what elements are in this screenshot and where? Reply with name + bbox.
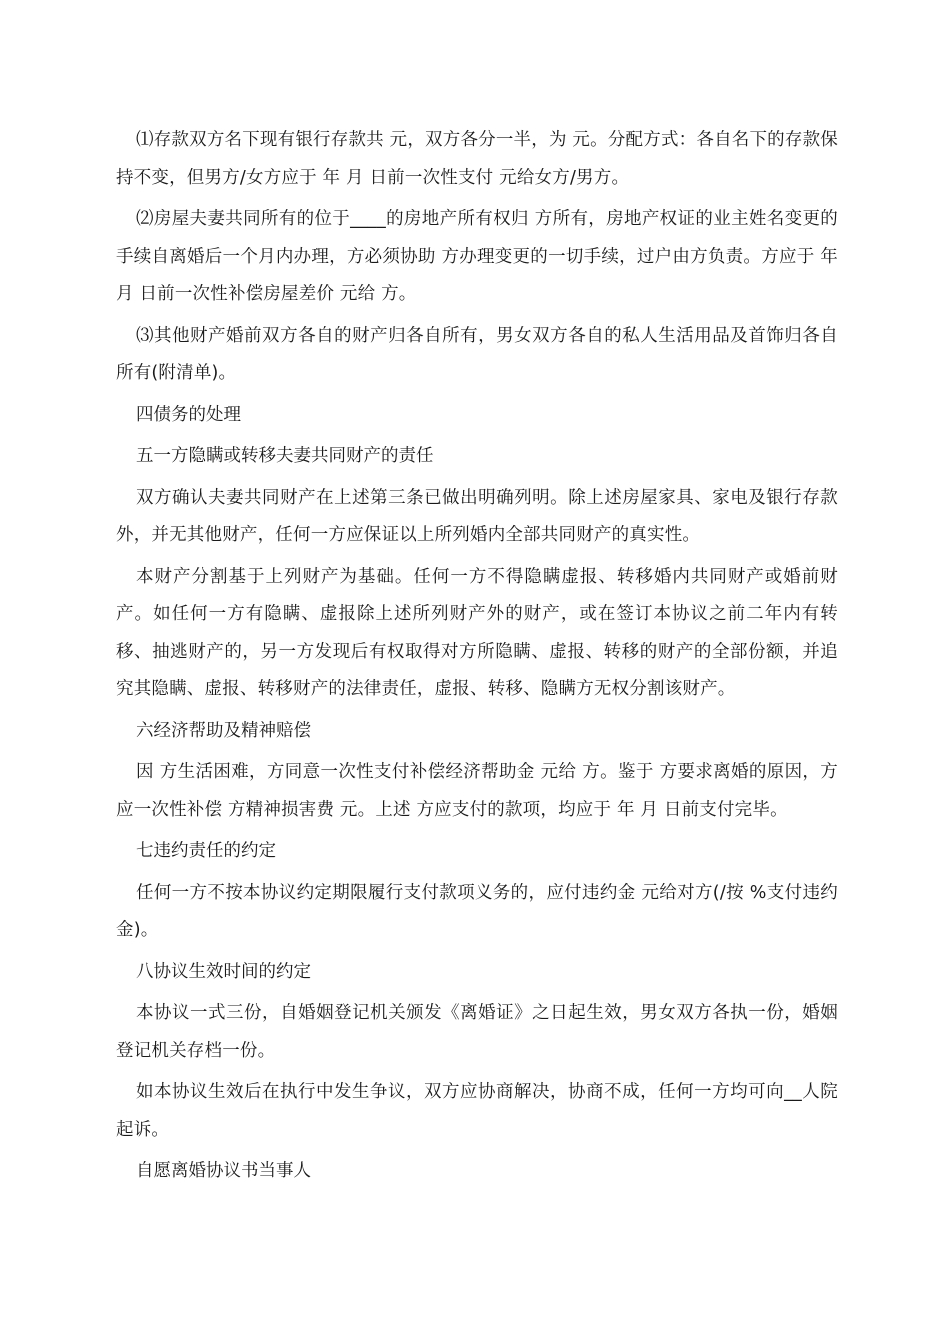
- section-heading-debt: 四债务的处理: [136, 404, 241, 425]
- section-heading-effective-time: 八协议生效时间的约定: [136, 961, 311, 982]
- paragraph-dispute: 如本协议生效后在执行中发生争议，双方应协商解决，协商不成，任何一方均可向__人院起诉。: [116, 1082, 838, 1140]
- section-heading-compensation: 六经济帮助及精神赔偿: [136, 720, 311, 741]
- paragraph-property-confirmation: 双方确认夫妻共同财产在上述第三条已做出明确列明。除上述房屋家具、家电及银行存款外，并无其他财产，任何一方应保证以上所列婚内全部共同财产的真实性。: [116, 487, 838, 545]
- paragraph-compensation: 因 方生活困难，方同意一次性支付补偿经济帮助金 元给 方。鉴于 方要求离婚的原因，方应一次性补偿 方精神损害费 元。上述 方应支付的款项，均应于 年 月 日前支付完毕。: [116, 762, 838, 820]
- paragraph-breach: 任何一方不按本协议约定期限履行支付款项义务的，应付违约金 元给对方(/按 %支付违约金)。: [116, 882, 838, 940]
- document-body: [116, 122, 838, 1195]
- paragraph-concealment-liability: 本财产分割基于上列财产为基础。任何一方不得隐瞒虚报、转移婚内共同财产或婚前财产。如任何一方有隐瞒、虚报除上述所列财产外的财产，或在签订本协议之前二年内有转移、抽逃财产的，另一方发现后有权取得对方所隐瞒、虚报、转移的财产的全部份额，并追究其隐瞒、虚报、转移财产的法律责任，虚报、转移、隐瞒方无权分割该财产。: [116, 566, 838, 699]
- section-heading-concealment: 五一方隐瞒或转移夫妻共同财产的责任: [136, 446, 434, 466]
- paragraph-bank-deposit: ⑴存款双方名下现有银行存款共 元，双方各分一半，为 元。分配方式：各自名下的存款保持不变，但男方/女方应于 年 月 日前一次性支付 元给女方/男方。: [116, 130, 838, 188]
- signature-heading: 自愿离婚协议书当事人: [136, 1161, 311, 1181]
- paragraph-copies: 本协议一式三份，自婚姻登记机关颁发《离婚证》之日起生效，男女双方各执一份，婚姻登记机关存档一份。: [116, 1003, 838, 1061]
- section-heading-breach: 七违约责任的约定: [136, 841, 276, 861]
- paragraph-house: ⑵房屋夫妻共同所有的位于____的房地产所有权归 方所有，房地产权证的业主姓名变更的手续自离婚后一个月内办理，方必须协助 方办理变更的一切手续，过户由方负责。方应于 年 月 日前一次性补偿房屋差价 元给 方。: [116, 209, 838, 304]
- paragraph-other-property: ⑶其他财产婚前双方各自的财产归各自所有，男女双方各自的私人生活用品及首饰归各自所有(附清单)。: [116, 325, 838, 383]
